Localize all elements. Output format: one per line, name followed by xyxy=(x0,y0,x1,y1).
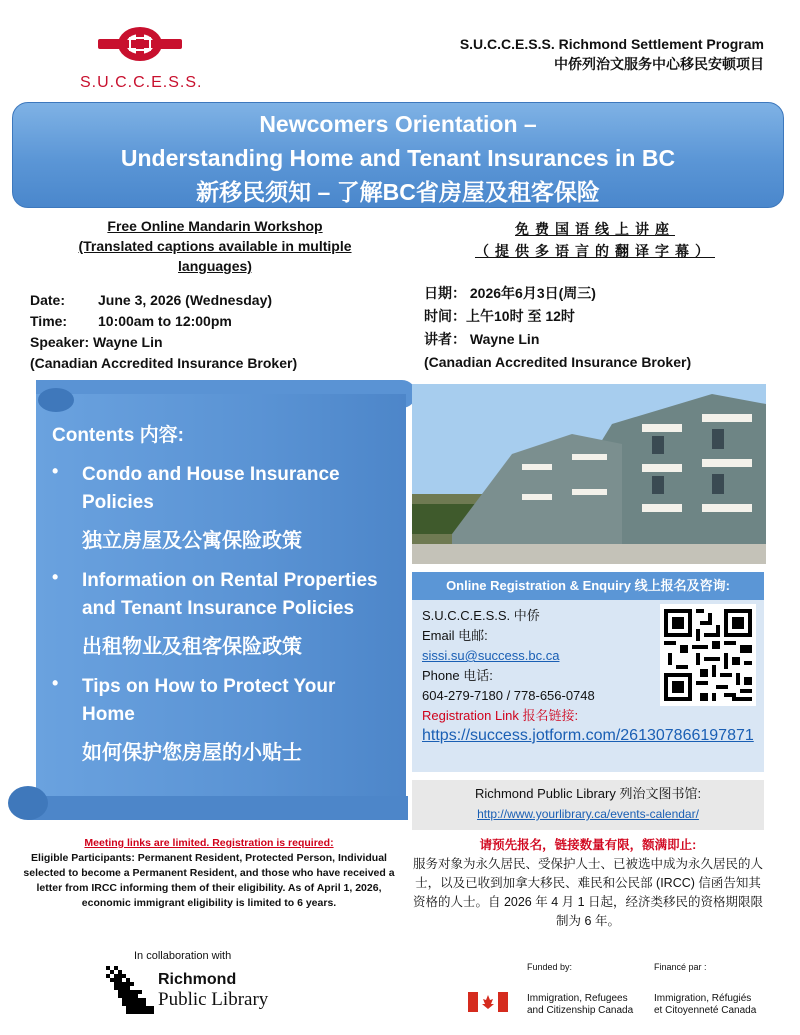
contents-list xyxy=(52,420,392,779)
workshop-zh-line-1: 免费国语线上讲座 xyxy=(515,221,675,237)
content-item-zh: 如何保护您房屋的小贴士 xyxy=(82,742,302,764)
qr-code-icon xyxy=(660,604,756,706)
phone-label: Phone 电话: xyxy=(422,668,493,683)
library-link[interactable]: http://www.yourlibrary.ca/events-calendar/ xyxy=(477,807,699,821)
time-zh: 时间：上午10时 至 12时 xyxy=(424,308,575,324)
date-value: June 3, 2026 (Wednesday) xyxy=(98,292,273,308)
workshop-line-3: languages) xyxy=(178,258,252,274)
contents-scroll xyxy=(8,380,410,830)
ircc-fr-line-1: Immigration, Réfugiés xyxy=(654,993,752,1004)
reg-org: S.U.C.C.E.S.S. 中侨 xyxy=(422,608,540,623)
speaker-zh: 讲者： Wayne Lin xyxy=(424,331,540,347)
funded-by-en: Funded by: xyxy=(527,962,573,972)
warning-en: Meeting links are limited. Registration is required: xyxy=(84,837,334,849)
ircc-en-line-1: Immigration, Refugees xyxy=(527,993,628,1004)
workshop-line-1: Free Online Mandarin Workshop xyxy=(107,218,323,234)
library-name-1: Richmond xyxy=(158,971,237,988)
org-name xyxy=(460,34,764,74)
time-value: 10:00am to 12:00pm xyxy=(98,313,232,329)
time-label: Time: xyxy=(30,313,68,329)
eligibility-en: Eligible Participants: Permanent Resident, Protected Person, Individual selected to become a Permanent Resident, and those who have received a letter from IRCC informing them of their eligibility. As of April 1, 2026, economic immigrant eligibility is limited to 6 years. xyxy=(23,852,395,909)
ircc-name-fr xyxy=(654,993,756,1017)
email-link[interactable]: sissi.su@success.bc.ca xyxy=(422,648,560,663)
speaker-title-zh: (Canadian Accredited Insurance Broker) xyxy=(424,354,692,370)
email-label: Email 电邮: xyxy=(422,628,488,643)
workshop-line-2: (Translated captions available in multiple xyxy=(78,238,352,254)
speaker-title: (Canadian Accredited Insurance Broker) xyxy=(30,355,298,371)
workshop-heading-en xyxy=(40,216,390,276)
collaboration-label: In collaboration with xyxy=(134,950,232,962)
eligibility-note-en xyxy=(20,836,398,911)
funded-by-fr: Financé par : xyxy=(654,962,707,972)
title-line-1: Newcomers Orientation – xyxy=(259,111,537,137)
org-name-en: S.U.C.C.E.S.S. Richmond Settlement Program xyxy=(459,36,764,52)
speaker: Speaker: Wayne Lin xyxy=(30,334,163,350)
event-details-zh xyxy=(424,282,691,374)
success-logo xyxy=(80,20,203,100)
logo-text: S.U.C.C.E.S.S. xyxy=(80,74,203,91)
content-item-en: • Condo and House Insurance Policies xyxy=(82,464,340,513)
date-zh: 日期： 2026年6月3日(周三) xyxy=(424,285,596,301)
warning-zh: 请预先报名，链接数量有限，额满即止: xyxy=(479,838,697,852)
content-item-zh: 出租物业及租客保险政策 xyxy=(82,636,302,658)
content-item-en: • Information on Rental Properties and Tenant Insurance Policies xyxy=(82,570,378,619)
contents-heading: Contents 内容: xyxy=(52,425,184,446)
registration-heading: Online Registration & Enquiry 线上报名及咨询: xyxy=(412,572,764,600)
content-item-en: • Tips on How to Protect Your Home xyxy=(82,676,336,725)
ircc-name-en xyxy=(527,993,633,1017)
event-details-en xyxy=(30,290,297,374)
eligibility-zh: 服务对象为永久居民、受保护人士、已被选中成为永久居民的人士，以及已收到加拿大移民、难民和公民部 (IRCC) 信函告知其资格的人士。自 2026 年 4 月 1 日起，经济类移民的资格期限限制为 6 年。 xyxy=(412,857,764,928)
title-banner xyxy=(12,102,784,208)
library-box xyxy=(412,780,764,830)
library-label: Richmond Public Library 列治文图书馆: xyxy=(474,786,702,801)
richmond-library-logo xyxy=(106,966,306,1016)
registration-link-label: Registration Link 报名链接: xyxy=(422,708,579,723)
library-name-2: Public Library xyxy=(158,989,269,1010)
list-item xyxy=(52,461,392,555)
org-name-zh: 中侨列治文服务中心移民安顿项目 xyxy=(554,56,764,72)
apartment-photo xyxy=(412,384,766,564)
phone-number: 604-279-7180 / 778-656-0748 xyxy=(422,688,595,703)
registration-link[interactable]: https://success.jotform.com/261307866197871 xyxy=(422,727,754,744)
date-label: Date: xyxy=(30,292,66,308)
list-item xyxy=(52,673,392,767)
title-line-2: Understanding Home and Tenant Insurances in BC xyxy=(120,145,676,171)
canada-flag-icon xyxy=(468,992,508,1012)
ircc-en-line-2: and Citizenship Canada xyxy=(527,1005,634,1016)
eligibility-note-zh xyxy=(412,836,764,931)
library-logo-icon xyxy=(106,966,154,1014)
list-item xyxy=(52,567,392,661)
workshop-zh-line-2: （提供多语言的翻译字幕） xyxy=(475,243,715,259)
ircc-fr-line-2: et Citoyenneté Canada xyxy=(654,1005,757,1016)
title-line-3: 新移民须知 – 了解BC省房屋及租客保险 xyxy=(196,179,600,205)
success-emblem-icon xyxy=(80,20,200,76)
workshop-heading-zh xyxy=(430,218,760,262)
content-item-zh: 独立房屋及公寓保险政策 xyxy=(82,530,302,552)
